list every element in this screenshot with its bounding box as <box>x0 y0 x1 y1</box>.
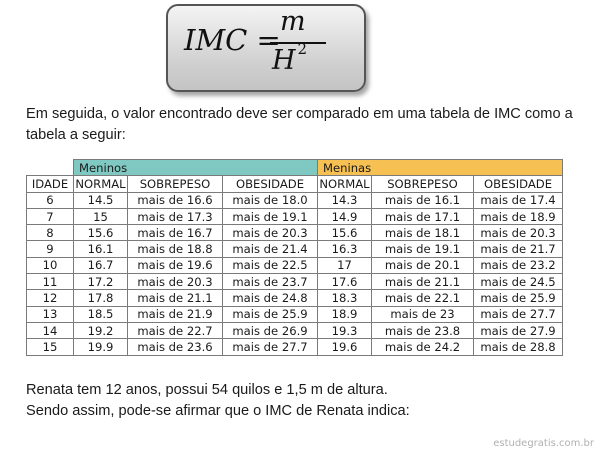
cell-sobrepeso-girls: mais de 21.1 <box>372 274 474 290</box>
cell-sobrepeso-girls: mais de 23.8 <box>372 322 474 338</box>
cell-normal-girls: 17 <box>318 257 372 273</box>
cell-idade: 11 <box>27 274 74 290</box>
cell-sobrepeso-boys: mais de 19.6 <box>128 257 223 273</box>
cell-sobrepeso-girls: mais de 23 <box>372 306 474 322</box>
cell-normal-boys: 15 <box>74 208 128 224</box>
cell-obesidade-girls: mais de 23.2 <box>474 257 563 273</box>
col-header-obesidade-boys: OBESIDADE <box>223 176 318 192</box>
formula-denominator-base: H <box>272 45 296 76</box>
cell-idade: 14 <box>27 322 74 338</box>
cell-sobrepeso-girls: mais de 19.1 <box>372 241 474 257</box>
cell-sobrepeso-boys: mais de 20.3 <box>128 274 223 290</box>
cell-obesidade-girls: mais de 21.7 <box>474 241 563 257</box>
cell-normal-boys: 19.2 <box>74 322 128 338</box>
cell-obesidade-boys: mais de 27.7 <box>223 339 318 355</box>
cell-sobrepeso-girls: mais de 16.1 <box>372 192 474 208</box>
table-row <box>27 208 563 224</box>
cell-obesidade-boys: mais de 26.9 <box>223 322 318 338</box>
cell-normal-girls: 17.6 <box>318 274 372 290</box>
cell-sobrepeso-boys: mais de 21.1 <box>128 290 223 306</box>
closing-line-1: Renata tem 12 anos, possui 54 quilos e 1,5 m de altura. <box>26 382 388 398</box>
closing-paragraph <box>26 380 586 422</box>
group-header-row <box>27 160 563 176</box>
table-row <box>27 241 563 257</box>
table-row <box>27 322 563 338</box>
cell-idade: 9 <box>27 241 74 257</box>
cell-obesidade-girls: mais de 27.9 <box>474 322 563 338</box>
cell-sobrepeso-boys: mais de 16.6 <box>128 192 223 208</box>
cell-idade: 12 <box>27 290 74 306</box>
imc-formula <box>168 6 364 90</box>
cell-obesidade-girls: mais de 18.9 <box>474 208 563 224</box>
cell-sobrepeso-boys: mais de 22.7 <box>128 322 223 338</box>
table-row <box>27 192 563 208</box>
col-header-sobrepeso-boys: SOBREPESO <box>128 176 223 192</box>
cell-sobrepeso-boys: mais de 17.3 <box>128 208 223 224</box>
cell-normal-girls: 15.6 <box>318 225 372 241</box>
cell-obesidade-boys: mais de 18.0 <box>223 192 318 208</box>
cell-normal-boys: 16.7 <box>74 257 128 273</box>
cell-normal-girls: 16.3 <box>318 241 372 257</box>
cell-sobrepeso-girls: mais de 22.1 <box>372 290 474 306</box>
cell-sobrepeso-girls: mais de 20.1 <box>372 257 474 273</box>
cell-normal-boys: 19.9 <box>74 339 128 355</box>
table-row <box>27 225 563 241</box>
formula-numerator: m <box>280 6 306 37</box>
cell-idade: 10 <box>27 257 74 273</box>
col-header-normal-girls: NORMAL <box>319 176 370 191</box>
cell-obesidade-girls: mais de 24.5 <box>474 274 563 290</box>
table-row <box>27 274 563 290</box>
imc-table <box>26 159 563 356</box>
col-header-sobrepeso-girls: SOBREPESO <box>372 176 474 192</box>
cell-obesidade-boys: mais de 24.8 <box>223 290 318 306</box>
cell-sobrepeso-girls: mais de 17.1 <box>372 208 474 224</box>
cell-obesidade-boys: mais de 19.1 <box>223 208 318 224</box>
table-row <box>27 290 563 306</box>
cell-normal-girls: 18.9 <box>318 306 372 322</box>
cell-sobrepeso-boys: mais de 23.6 <box>128 339 223 355</box>
formula-denominator <box>272 40 308 76</box>
cell-normal-girls: 18.3 <box>318 290 372 306</box>
cell-normal-boys: 14.5 <box>74 192 128 208</box>
cell-obesidade-boys: mais de 21.4 <box>223 241 318 257</box>
table-row <box>27 257 563 273</box>
cell-obesidade-girls: mais de 28.8 <box>474 339 563 355</box>
formula-exponent: 2 <box>297 40 308 58</box>
header-blank-cell <box>27 160 74 176</box>
cell-normal-girls: 14.9 <box>318 208 372 224</box>
cell-normal-boys: 17.2 <box>74 274 128 290</box>
cell-normal-boys: 18.5 <box>74 306 128 322</box>
cell-obesidade-boys: mais de 22.5 <box>223 257 318 273</box>
cell-obesidade-girls: mais de 20.3 <box>474 225 563 241</box>
cell-obesidade-girls: mais de 27.7 <box>474 306 563 322</box>
col-header-normal-boys: NORMAL <box>75 176 126 191</box>
cell-sobrepeso-boys: mais de 21.9 <box>128 306 223 322</box>
column-header-row <box>27 176 563 192</box>
cell-normal-boys: 17.8 <box>74 290 128 306</box>
watermark: estudegratis.com.br <box>493 438 594 449</box>
table-body <box>27 192 563 355</box>
cell-sobrepeso-girls: mais de 24.2 <box>372 339 474 355</box>
cell-idade: 13 <box>27 306 74 322</box>
cell-obesidade-girls: mais de 25.9 <box>474 290 563 306</box>
cell-normal-girls: 19.3 <box>318 322 372 338</box>
table-row <box>27 306 563 322</box>
cell-idade: 8 <box>27 225 74 241</box>
formula-box <box>166 4 366 92</box>
formula-lhs: IMC = <box>184 23 281 57</box>
boys-group-header: Meninos <box>74 160 318 176</box>
cell-obesidade-boys: mais de 20.3 <box>223 225 318 241</box>
cell-normal-boys: 15.6 <box>74 225 128 241</box>
cell-normal-boys: 16.1 <box>74 241 128 257</box>
closing-line-2: Sendo assim, pode-se afirmar que o IMC de Renata indica: <box>26 403 410 419</box>
table-row <box>27 339 563 355</box>
cell-obesidade-boys: mais de 25.9 <box>223 306 318 322</box>
girls-group-header: Meninas <box>318 160 563 176</box>
cell-idade: 6 <box>27 192 74 208</box>
cell-normal-girls: 19.6 <box>318 339 372 355</box>
cell-normal-girls: 14.3 <box>318 192 372 208</box>
cell-sobrepeso-boys: mais de 18.8 <box>128 241 223 257</box>
col-header-idade: IDADE <box>27 176 74 192</box>
cell-idade: 15 <box>27 339 74 355</box>
cell-idade: 7 <box>27 208 74 224</box>
cell-obesidade-boys: mais de 23.7 <box>223 274 318 290</box>
cell-sobrepeso-boys: mais de 16.7 <box>128 225 223 241</box>
intro-paragraph: Em seguida, o valor encontrado deve ser comparado em uma tabela de IMC como a tabela a seguir: <box>26 106 573 143</box>
cell-sobrepeso-girls: mais de 18.1 <box>372 225 474 241</box>
cell-obesidade-girls: mais de 17.4 <box>474 192 563 208</box>
col-header-obesidade-girls: OBESIDADE <box>474 176 563 192</box>
